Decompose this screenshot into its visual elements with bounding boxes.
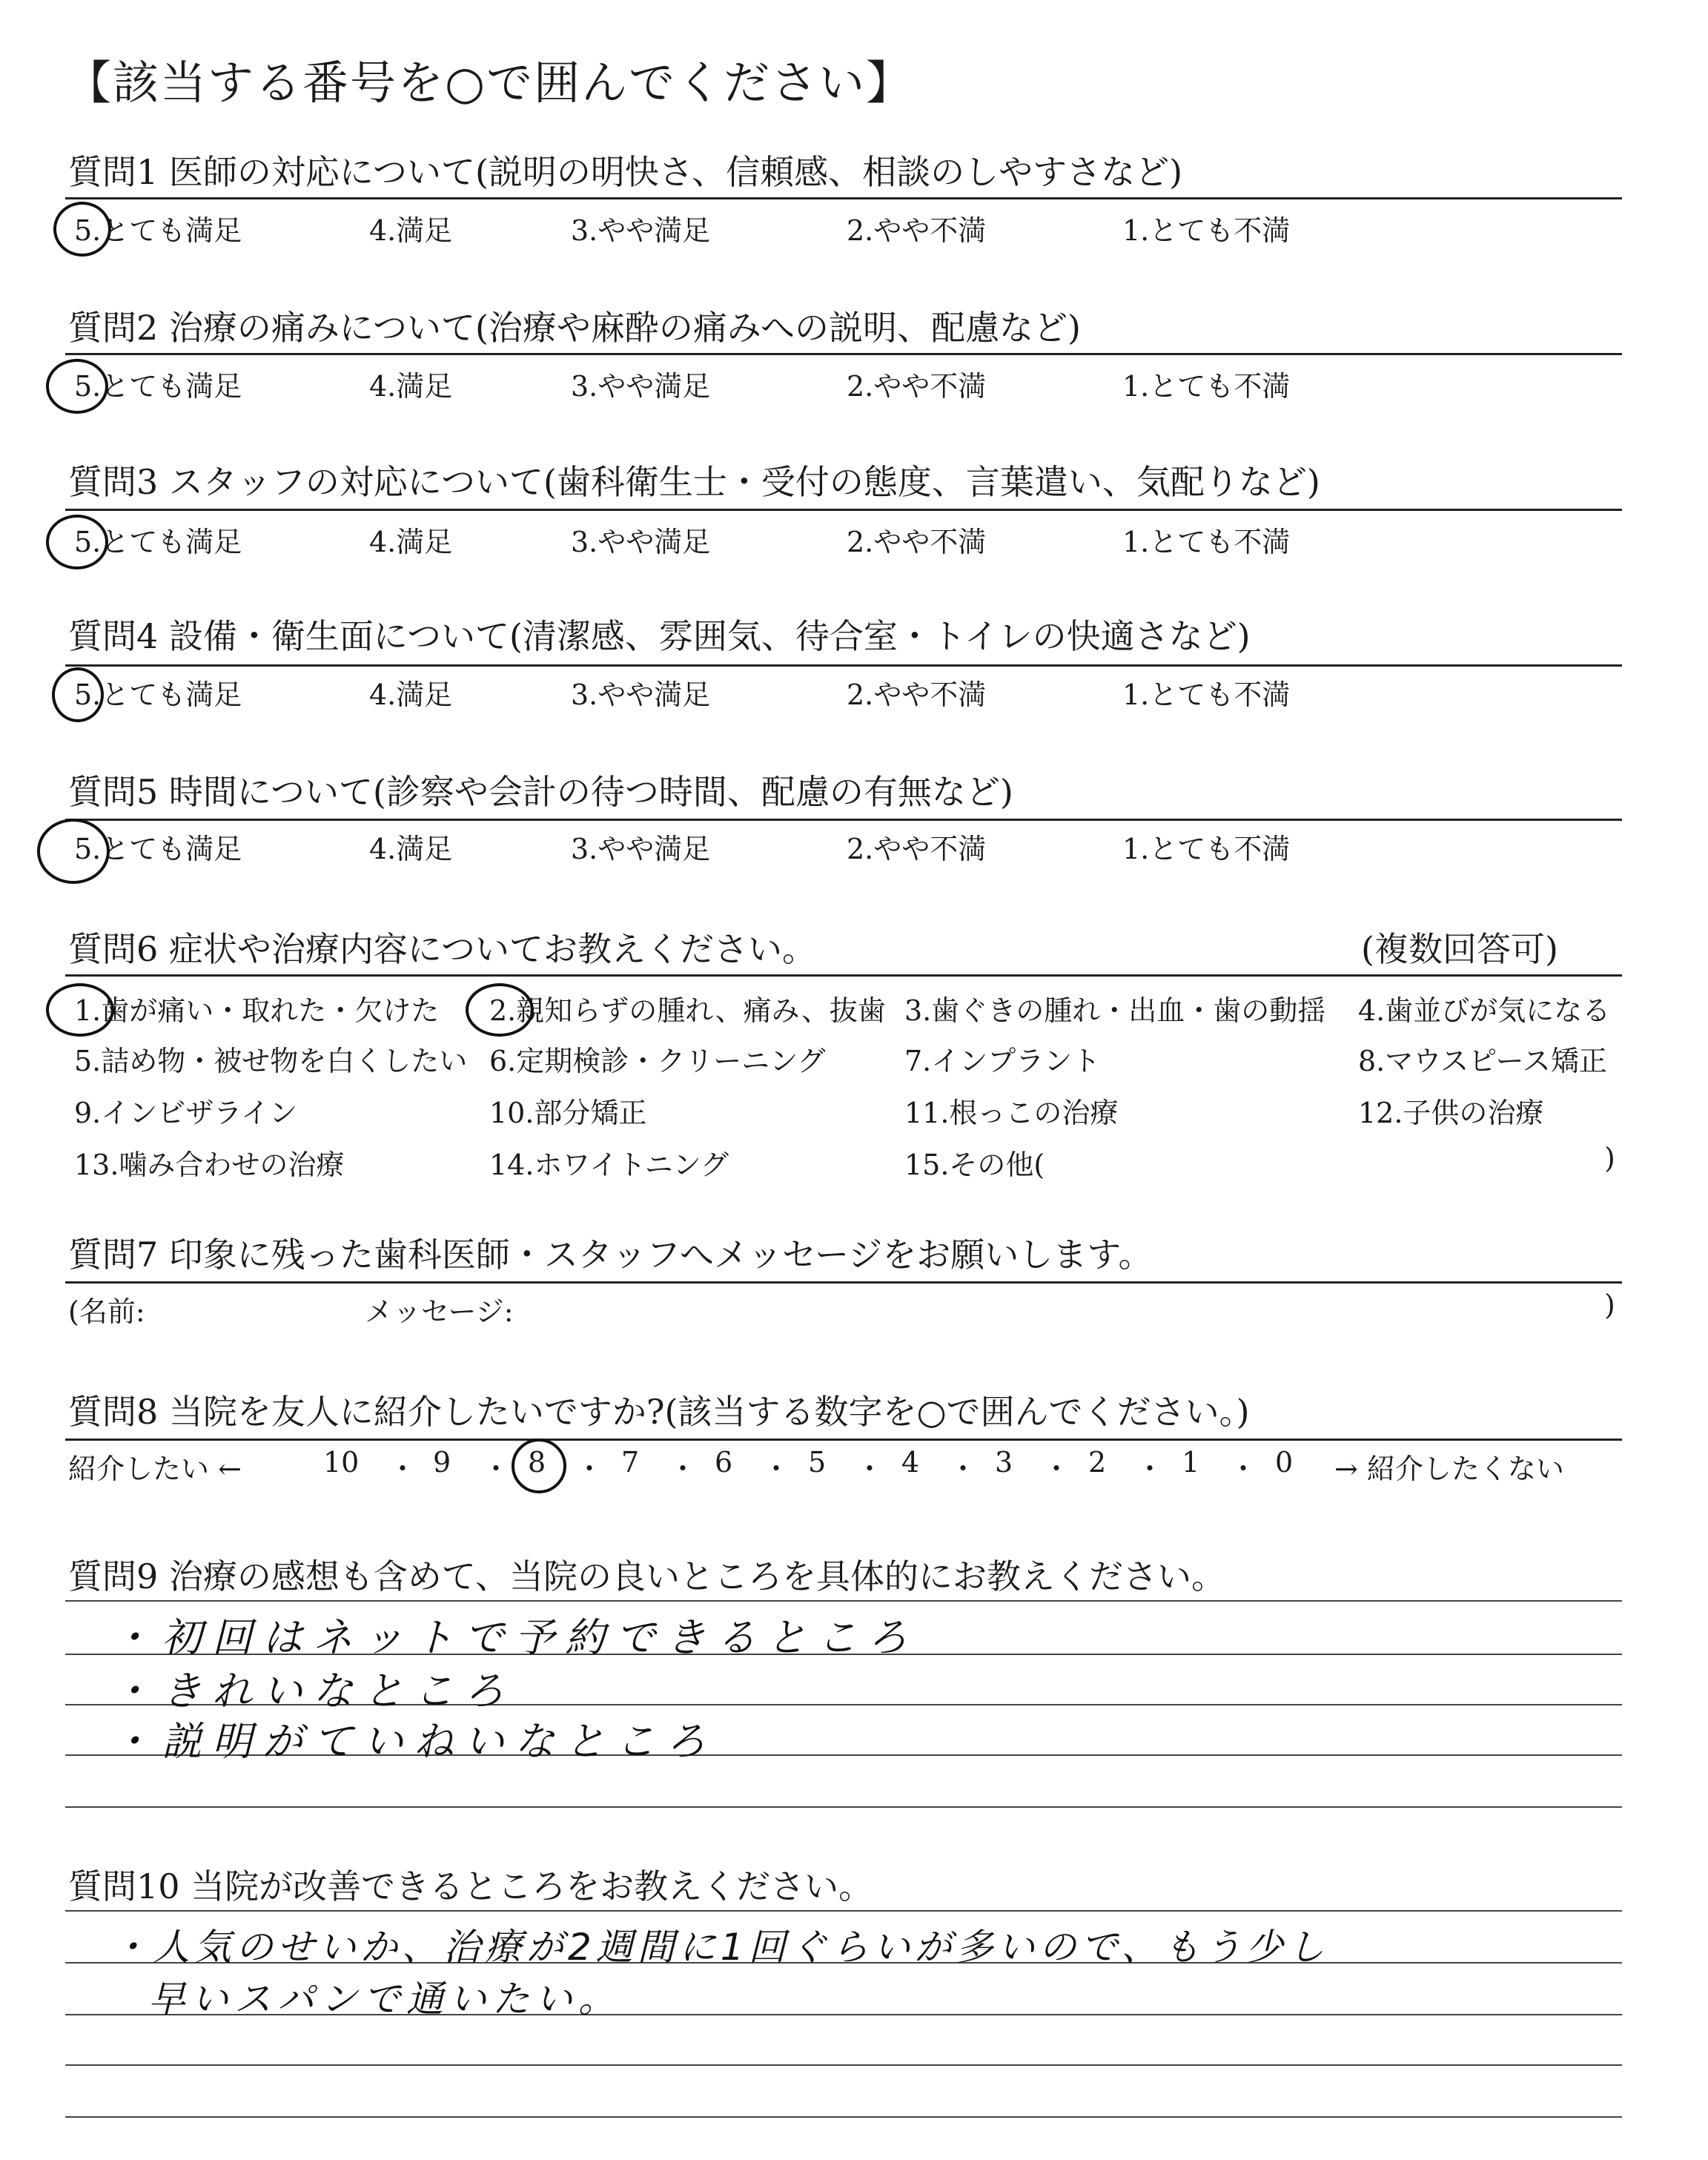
symptom-option-14[interactable]: 14.ホワイトニング: [489, 1149, 729, 1181]
option-3[interactable]: 3.やや満足: [571, 678, 711, 711]
handwritten-answer: ・きれいなところ: [111, 1668, 514, 1714]
option-2[interactable]: 2.やや不満: [847, 214, 987, 247]
scale-3[interactable]: 3: [995, 1446, 1013, 1479]
option-4[interactable]: 4.満足: [369, 833, 453, 865]
option-3[interactable]: 3.やや満足: [571, 214, 711, 247]
option-2[interactable]: 2.やや不満: [847, 526, 987, 558]
recommend-label: 紹介したい ←: [68, 1453, 242, 1485]
scale-dot: ・: [1229, 1453, 1258, 1485]
selection-circle: [37, 819, 110, 884]
question-6-label: 質問6 症状や治療内容についてお教えください。: [68, 929, 816, 969]
symptom-option-13[interactable]: 13.噛み合わせの治療: [74, 1149, 345, 1181]
handwritten-answer: ・人気のせいか、治療が2週間に1回ぐらいが多いので、もう少し: [111, 1926, 1329, 1969]
answer-line: [65, 1910, 1622, 1912]
scale-dot: ・: [669, 1453, 698, 1485]
selection-circle: [46, 515, 108, 569]
symptom-option-15[interactable]: 15.その他(: [904, 1149, 1045, 1181]
scale-dot: ・: [482, 1453, 511, 1485]
scale-6[interactable]: 6: [715, 1446, 733, 1479]
scale-0[interactable]: 0: [1275, 1446, 1294, 1479]
option-4[interactable]: 4.満足: [369, 678, 453, 711]
option-2[interactable]: 2.やや不満: [847, 833, 987, 865]
option-2[interactable]: 2.やや不満: [847, 678, 987, 711]
scale-10[interactable]: 10: [323, 1446, 360, 1479]
divider: [65, 664, 1622, 667]
handwritten-answer: ・初回はネットで予約できるところ: [111, 1614, 918, 1661]
option-1[interactable]: 1.とても不満: [1122, 678, 1291, 711]
option-4[interactable]: 4.満足: [369, 370, 453, 403]
selection-circle: [466, 983, 534, 1037]
symptom-option-1[interactable]: 1.歯が痛い・取れた・欠けた: [74, 994, 440, 1027]
scale-dot: ・: [388, 1453, 417, 1485]
scale-2[interactable]: 2: [1088, 1446, 1107, 1479]
divider: [65, 1281, 1622, 1284]
answer-line: [65, 2116, 1622, 2118]
symptom-option-7[interactable]: 7.インプラント: [904, 1045, 1101, 1077]
option-5[interactable]: 5.とても満足: [74, 370, 242, 403]
selection-circle: [46, 983, 114, 1037]
symptom-option-11[interactable]: 11.根っこの治療: [904, 1097, 1119, 1129]
other-close-paren: ): [1604, 1142, 1615, 1175]
scale-4[interactable]: 4: [901, 1446, 920, 1479]
symptom-option-3[interactable]: 3.歯ぐきの腫れ・出血・歯の動揺: [904, 994, 1326, 1027]
option-4[interactable]: 4.満足: [369, 526, 453, 558]
scale-dot: ・: [575, 1453, 604, 1485]
option-5[interactable]: 5.とても満足: [74, 214, 242, 247]
question-10-label: 質問10 当院が改善できるところをお教えください。: [68, 1866, 873, 1906]
answer-line: [65, 1600, 1622, 1602]
option-5[interactable]: 5.とても満足: [74, 833, 242, 865]
option-3[interactable]: 3.やや満足: [571, 370, 711, 403]
page-title: 【該当する番号を○で囲んでください】: [65, 56, 914, 110]
option-5[interactable]: 5.とても満足: [74, 526, 242, 558]
question-9-label: 質問9 治療の感想も含めて、当院の良いところを具体的にお教えください。: [68, 1556, 1225, 1596]
scale-9[interactable]: 9: [433, 1446, 451, 1479]
scale-7[interactable]: 7: [621, 1446, 640, 1479]
option-1[interactable]: 1.とても不満: [1122, 526, 1291, 558]
multi-answer-note: (複数回答可): [1361, 929, 1558, 969]
answer-line: [65, 2064, 1622, 2066]
symptom-option-10[interactable]: 10.部分矯正: [489, 1097, 647, 1129]
symptom-option-4[interactable]: 4.歯並びが気になる: [1358, 994, 1611, 1027]
not-recommend-label: → 紹介したくない: [1334, 1453, 1564, 1485]
symptom-option-8[interactable]: 8.マウスピース矯正: [1358, 1045, 1607, 1077]
question-7-label: 質問7 印象に残った歯科医師・スタッフへメッセージをお願いします。: [68, 1235, 1153, 1275]
divider: [65, 509, 1622, 511]
question-3-label: 質問3 スタッフの対応について(歯科衛生士・受付の態度、言葉遣い、気配りなど): [68, 462, 1320, 502]
selection-circle: [52, 667, 104, 722]
symptom-option-5[interactable]: 5.詰め物・被せ物を白くしたい: [74, 1045, 468, 1077]
option-3[interactable]: 3.やや満足: [571, 526, 711, 558]
option-1[interactable]: 1.とても不満: [1122, 833, 1291, 865]
symptom-option-12[interactable]: 12.子供の治療: [1358, 1097, 1544, 1129]
selection-circle: [53, 202, 111, 257]
divider: [65, 353, 1622, 355]
scale-dot: ・: [949, 1453, 978, 1485]
message-label: メッセージ:: [365, 1295, 514, 1328]
handwritten-answer: ・説明がていねいなところ: [111, 1718, 716, 1765]
option-1[interactable]: 1.とても不満: [1122, 214, 1291, 247]
question-2-label: 質問2 治療の痛みについて(治療や麻酔の痛みへの説明、配慮など): [68, 308, 1081, 348]
divider: [65, 197, 1622, 199]
symptom-option-2[interactable]: 2.親知らずの腫れ、痛み、抜歯: [489, 994, 886, 1027]
divider: [65, 974, 1622, 977]
name-label: (名前:: [68, 1295, 145, 1328]
scale-dot: ・: [1042, 1453, 1071, 1485]
question-1-label: 質問1 医師の対応について(説明の明快さ、信頼感、相談のしやすさなど): [68, 152, 1183, 192]
selection-circle: [46, 359, 108, 414]
symptom-option-9[interactable]: 9.インビザライン: [74, 1097, 298, 1129]
option-5[interactable]: 5.とても満足: [74, 678, 242, 711]
scale-8[interactable]: 8: [528, 1446, 546, 1479]
question-5-label: 質問5 時間について(診察や会計の待つ時間、配慮の有無など): [68, 772, 1013, 812]
selection-circle: [512, 1439, 566, 1493]
option-1[interactable]: 1.とても不満: [1122, 370, 1291, 403]
scale-dot: ・: [762, 1453, 791, 1485]
divider: [65, 1439, 1622, 1441]
scale-5[interactable]: 5: [808, 1446, 827, 1479]
question-8-label: 質問8 当院を友人に紹介したいですか?(該当する数字を○で囲んでください。): [68, 1392, 1250, 1432]
message-close-paren: ): [1604, 1289, 1615, 1321]
scale-dot: ・: [855, 1453, 884, 1485]
scale-dot: ・: [1136, 1453, 1165, 1485]
option-2[interactable]: 2.やや不満: [847, 370, 987, 403]
handwritten-answer: 早いスパンで通いたい。: [148, 1978, 621, 2021]
symptom-option-6[interactable]: 6.定期検診・クリーニング: [489, 1045, 826, 1077]
divider: [65, 819, 1622, 821]
option-4[interactable]: 4.満足: [369, 214, 453, 247]
answer-line: [65, 1806, 1622, 1808]
option-3[interactable]: 3.やや満足: [571, 833, 711, 865]
question-4-label: 質問4 設備・衛生面について(清潔感、雰囲気、待合室・トイレの快適さなど): [68, 616, 1251, 656]
scale-1[interactable]: 1: [1182, 1446, 1200, 1479]
